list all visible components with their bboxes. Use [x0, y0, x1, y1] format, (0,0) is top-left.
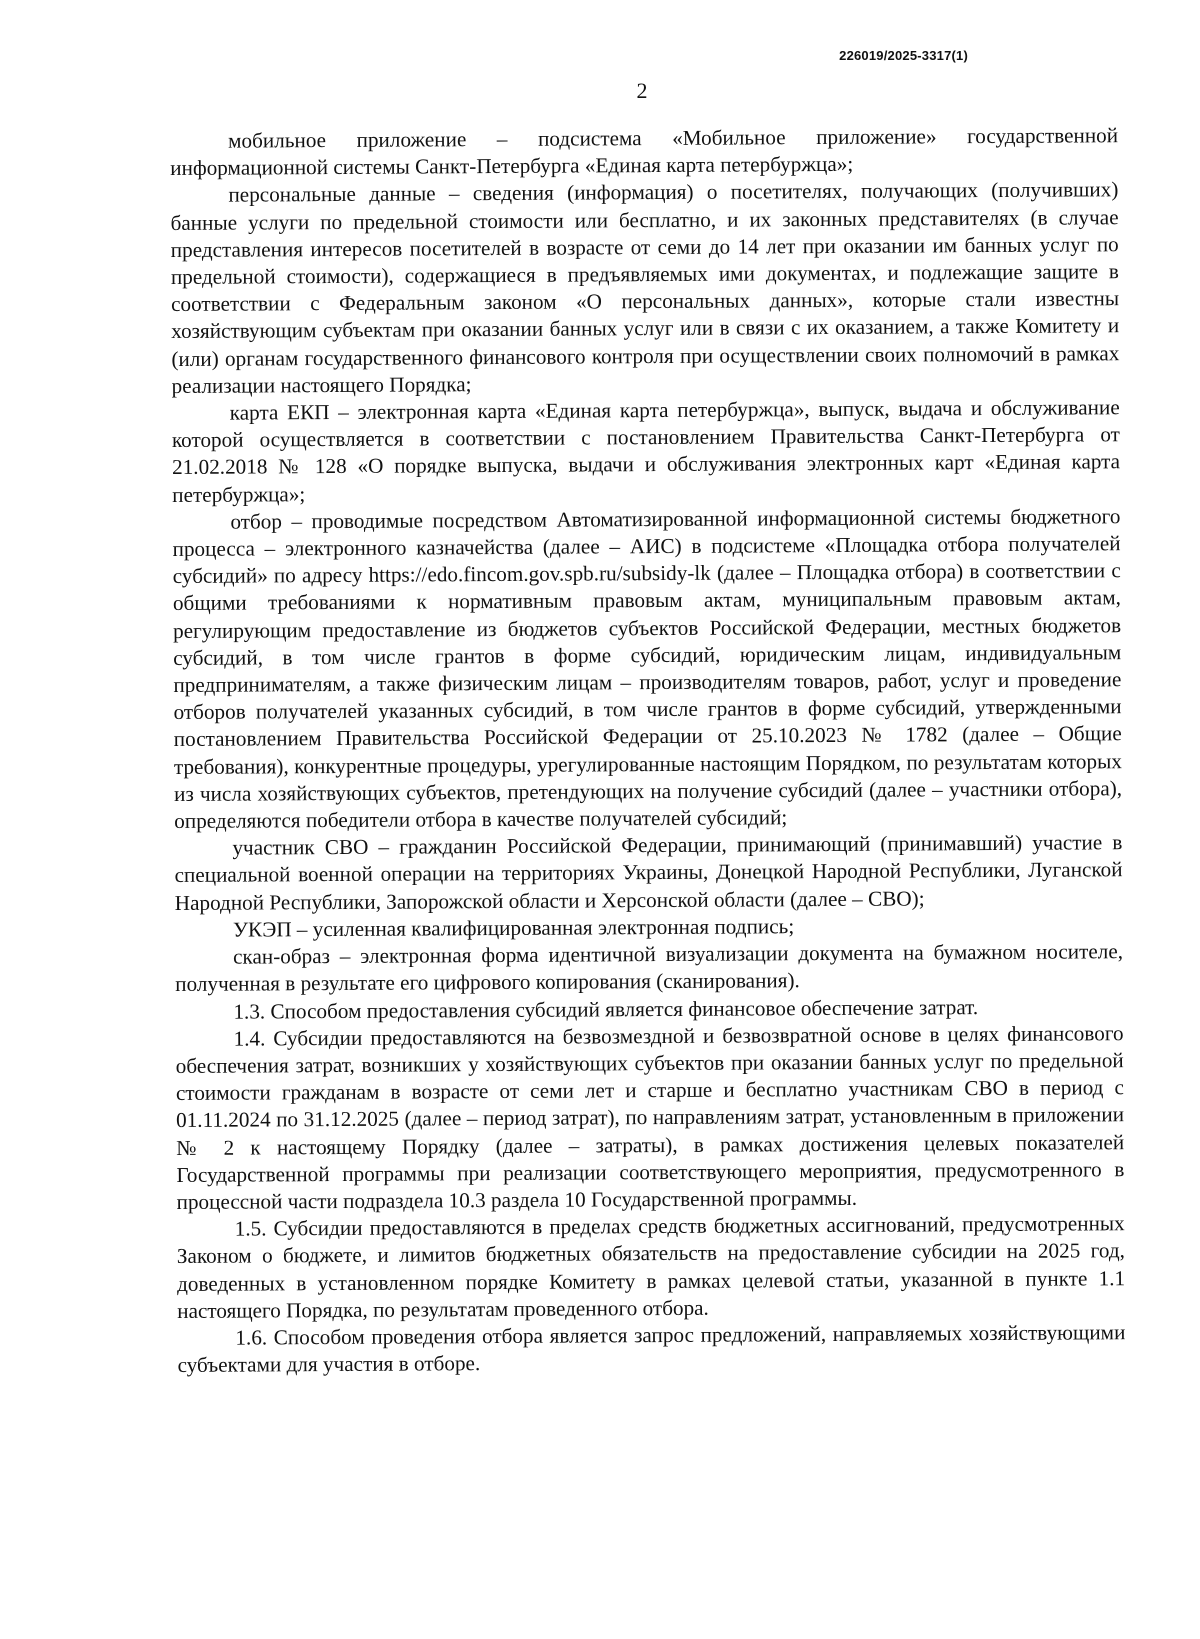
paragraph-mobile-app-definition: мобильное приложение – подсистема «Мобильное приложение» государственной информационной системы Санкт-Петербурга «Единая карта петербуржца»;: [170, 123, 1119, 181]
page-number: 2: [636, 78, 648, 103]
paragraph-svo-participant-definition: участник СВО – гражданин Российской Федерации, принимающий (принимавший) участие в специальной военной операции на территориях Украины, Донецкой Народной Республики, Луганской Народной Республики, Запорожской области и Херсонской области (далее – СВО);: [174, 830, 1123, 915]
paragraph-personal-data-definition: персональные данные – сведения (информация) о посетителях, получающих (получивших) банные услуги по предельной стоимости или бесплатно, и их законных представителях (в случае представления интересов посетителей в возрасте от семи до 14 лет при оказании им банных услуг по предельной стоимости), содержащиеся в предъявляемых ими документах, и подлежащие защите в соответствии с Федеральным законом «О персональных данных», которые стали известны хозяйствующим субъектам при оказании банных услуг или в связи с их оказанием, а также Комитету и (или) органам государственного финансового контроля при осуществлении своих полномочий в рамках реализации настоящего Порядка;: [170, 177, 1120, 398]
document-body: [170, 122, 1126, 1379]
clause-1-4: 1.4. Субсидии предоставляются на безвозмездной и безвозвратной основе в целях финансового обеспечения затрат, возникших у хозяйствующих субъектов при оказании банных услуг по предельной стоимости гражданам в возрасте от семи лет и старше и бесплатно участникам СВО в период с 01.11.2024 по 31.12.2025 (далее – период затрат), по направлениям затрат, установленным в приложении № 2 к настоящему Порядку (далее – затраты), в рамках достижения целевых показателей Государственной программы при реализации соответствующего мероприятия, предусмотренного в процессной части подраздела 10.3 раздела 10 Государственной программы.: [175, 1020, 1125, 1214]
paragraph-ekp-card-definition: карта ЕКП – электронная карта «Единая карта петербуржца», выпуск, выдача и обслуживание которой осуществляется в соответствии с постановлением Правительства Санкт-Петербурга от 21.02.2018 № 128 «О порядке выпуска, выдачи и обслуживания электронных карт «Единая карта петербуржца»;: [171, 395, 1121, 507]
clause-1-3: 1.3. Способом предоставления субсидий является финансовое обеспечение затрат.: [233, 994, 979, 1024]
paragraph-ukep-definition: УКЭП – усиленная квалифицированная электронная подпись;: [232, 914, 795, 942]
clause-1-6: 1.6. Способом проведения отбора является запрос предложений, направляемых хозяйствующими субъектами для участия в отборе.: [177, 1320, 1126, 1378]
paragraph-scan-image-definition: скан-образ – электронная форма идентичной визуализации документа на бумажном носителе, полученная в результате его цифрового копирования (сканирования).: [175, 939, 1124, 997]
clause-1-5: 1.5. Субсидии предоставляются в пределах средств бюджетных ассигнований, предусмотренных Законом о бюджете, и лимитов бюджетных обязательств на предоставление субсидии на 2025 год, доведенных в установленном порядке Комитету в рамках целевой статьи, указанной в пункте 1.1 настоящего Порядка, по результатам проведенного отбора.: [176, 1211, 1126, 1323]
document-registration-number: 226019/2025-3317(1): [839, 48, 968, 63]
paragraph-selection-definition: отбор – проводимые посредством Автоматизированной информационной системы бюджетного процесса – электронного казначейства (далее – АИС) в подсистеме «Площадка отбора получателей субсидий» по адресу https://edo.fincom.gov.spb.ru/subsidy-lk (далее – Площадка отбора) в соответствии с общими требованиями к нормативным правовым актам, муниципальным правовым актам, регулирующим предоставление из бюджетов субъектов Российской Федерации, местных бюджетов субсидий, в том числе грантов в форме субсидий, юридическим лицам, индивидуальным предпринимателям, а также физическим лицам – производителям товаров, работ, услуг и проведение отборов получателей указанных субсидий, в том числе грантов в форме субсидий, утвержденными постановлением Правительства Российской Федерации от 25.10.2023 № 1782 (далее – Общие требования), конкурентные процедуры, урегулированные настоящим Порядком, по результатам которых из числа хозяйствующих субъектов, претендующих на получение субсидий (далее – участники отбора), определяются победители отбора в качестве получателей субсидий;: [172, 504, 1123, 834]
